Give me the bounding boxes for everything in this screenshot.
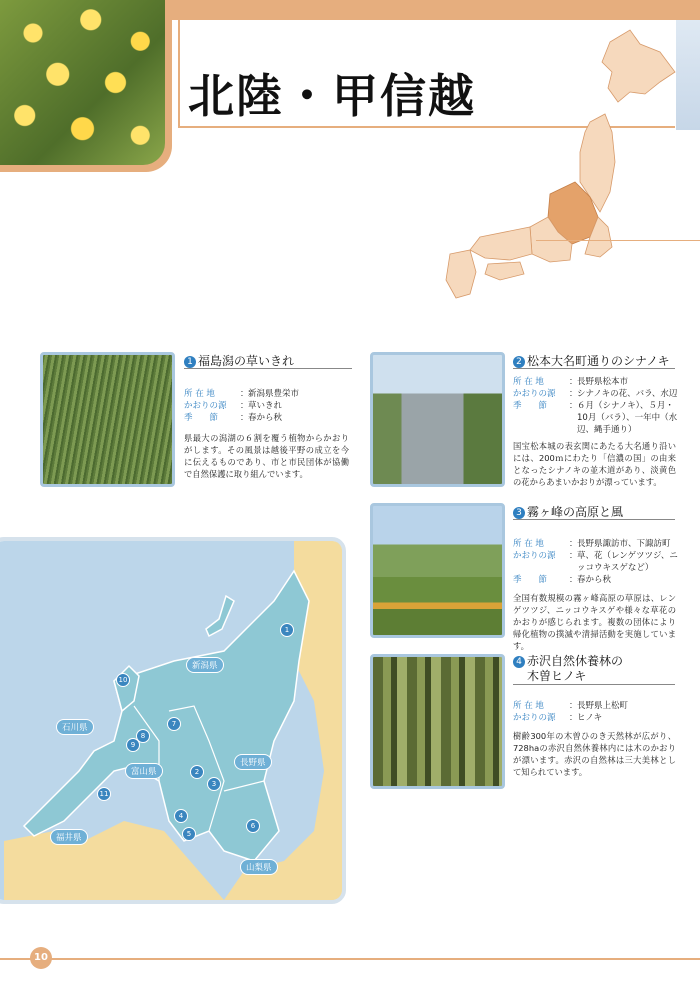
source-value: 草いきれ <box>248 401 283 411</box>
map-marker-7: 7 <box>167 717 181 731</box>
season-label: 季 節 <box>513 575 548 585</box>
number-badge: 2 <box>513 356 525 368</box>
matsumoto-street-photo <box>370 352 505 487</box>
number-badge: 3 <box>513 507 525 519</box>
entry-1-info: 所 在 地 ： 新潟県豊栄市 かおりの源 ： 草いきれ 季 節 ： 春から秋 <box>184 388 354 424</box>
fukushimagata-photo <box>40 352 175 487</box>
tulip-photo <box>0 0 165 165</box>
map-marker-8: 8 <box>136 729 150 743</box>
location-value: 長野県諏訪市、下諏訪町 <box>577 539 671 549</box>
source-value: シナノキの花、バラ、水辺 <box>577 389 678 399</box>
location-value: 新潟県豊栄市 <box>248 389 300 399</box>
entry-3-description: 全国有数規模の霧ヶ峰高原の草原は、レンゲツツジ、ニッコウキスゲや様々な草花のかおりが感じられます。複数の団体により帰化植物の撲滅や清掃活動を実施しています。 <box>513 593 676 651</box>
label-niigata: 新潟県 <box>186 657 224 673</box>
source-label: かおりの源 <box>513 713 556 723</box>
season-value: 春から秋 <box>577 575 612 585</box>
entry-1-description: 県最大の潟湖の６割を覆う植物からかおりがします。その風景は越後平野の成立を今に伝えるものであり、市と市民団体が協働で自然保護に取り組んでいます。 <box>184 433 349 479</box>
source-value: ヒノキ <box>577 713 603 723</box>
entry-2-info: 所 在 地 ： 長野県松本市 かおりの源 ： シナノキの花、バラ、水辺 季 節 ： ６月（シナノキ）、５月・10月（バラ）、一年中（水辺、縄手通り） <box>513 377 678 435</box>
map-marker-1: 1 <box>280 623 294 637</box>
header-band <box>170 0 700 20</box>
label-fukui: 福井県 <box>50 829 88 845</box>
entry-4-title-line1: 赤沢自然休養林の <box>527 654 624 668</box>
page-title: 北陸・甲信越 <box>188 69 476 123</box>
entry-1-rule <box>184 368 352 369</box>
entry-2-title-text: 松本大名町通りのシナノキ <box>527 354 670 368</box>
season-label: 季 節 <box>513 401 548 411</box>
entry-1-title-text: 福島潟の草いきれ <box>198 354 295 368</box>
page-number: 10 <box>30 947 52 969</box>
location-label: 所 在 地 <box>513 377 544 387</box>
location-value: 長野県松本市 <box>577 377 629 387</box>
map-marker-4: 4 <box>174 809 188 823</box>
map-marker-6: 6 <box>246 819 260 833</box>
location-value: 長野県上松町 <box>577 701 629 711</box>
location-label: 所 在 地 <box>184 389 215 399</box>
entry-3-info: 所 在 地 ： 長野県諏訪市、下諏訪町 かおりの源 ： 草、花（レンゲツツジ、ニッコウキスゲなど） 季 節 ： 春から秋 <box>513 539 678 585</box>
entry-2-rule <box>513 368 675 369</box>
entry-4-title <box>513 654 623 684</box>
map-marker-2: 2 <box>190 765 204 779</box>
entry-3-title-text: 霧ヶ峰の高原と風 <box>527 505 624 519</box>
location-label: 所 在 地 <box>513 539 544 549</box>
number-badge: 4 <box>513 656 525 668</box>
entry-4-info: 所 在 地 ： 長野県上松町 かおりの源 ： ヒノキ <box>513 700 678 724</box>
season-value: 春から秋 <box>248 413 283 423</box>
kirigamine-photo <box>370 503 505 638</box>
source-label: かおりの源 <box>513 389 556 399</box>
source-label: かおりの源 <box>513 551 556 561</box>
label-ishikawa: 石川県 <box>56 719 94 735</box>
label-yamanashi: 山梨県 <box>240 859 278 875</box>
entry-4-title-line2: 木曽ヒノキ <box>527 669 587 683</box>
source-label: かおりの源 <box>184 401 227 411</box>
map-rule <box>536 240 700 241</box>
entry-3-rule <box>513 519 675 520</box>
map-marker-5: 5 <box>182 827 196 841</box>
season-value: ６月（シナノキ）、５月・10月（バラ）、一年中（水辺、縄手通り） <box>577 401 678 435</box>
map-marker-10: 10 <box>116 673 130 687</box>
title-divider-vertical <box>178 20 180 128</box>
label-nagano: 長野県 <box>234 754 272 770</box>
entry-3-title <box>513 503 623 520</box>
region-map <box>0 537 346 904</box>
season-label: 季 節 <box>184 413 219 423</box>
entry-4-rule <box>513 684 675 685</box>
japan-map <box>440 22 680 302</box>
source-value: 草、花（レンゲツツジ、ニッコウキスゲなど） <box>577 551 678 573</box>
entry-2-title <box>513 352 670 369</box>
number-badge: 1 <box>184 356 196 368</box>
akasawa-forest-photo <box>370 654 505 789</box>
footer-rule <box>0 958 700 960</box>
entry-2-description: 国宝松本城の表玄関にあたる大名通り沿いには、200ｍにわたり「信濃の国」の由来となったシナノキの並木道があり、淡黄色の花からあまいかおりが漂っています。 <box>513 441 676 487</box>
map-marker-9: 9 <box>126 738 140 752</box>
label-toyama: 富山県 <box>125 763 163 779</box>
location-label: 所 在 地 <box>513 701 544 711</box>
entry-1-title <box>184 352 294 369</box>
map-marker-11: 11 <box>97 787 111 801</box>
entry-4-description: 樹齢300年の木曽ひのき天然林が広がり、728haの赤沢自然休養林内には木のかおりが漂います。赤沢の自然林は三大美林として知られています。 <box>513 731 676 777</box>
map-marker-3: 3 <box>207 777 221 791</box>
